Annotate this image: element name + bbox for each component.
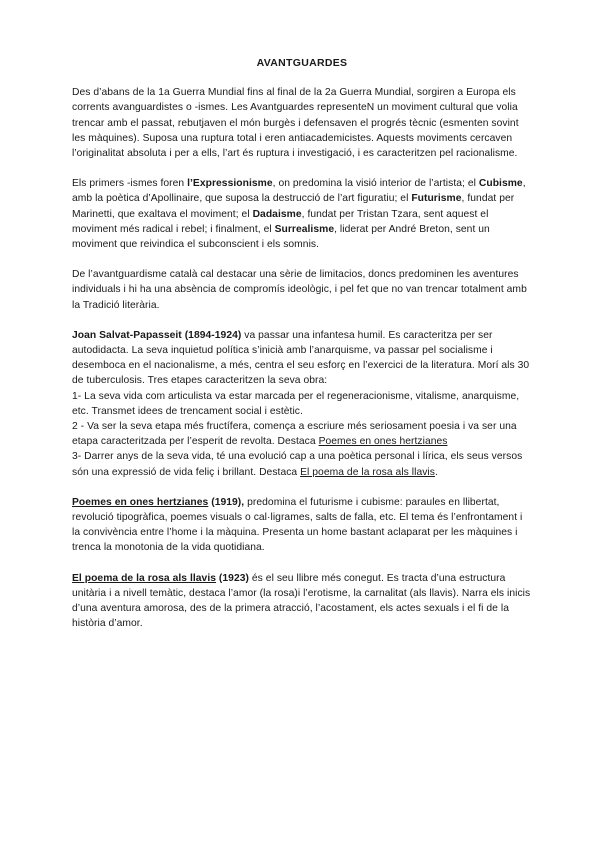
dadaisme-term: Dadaisme (252, 208, 302, 220)
poemes-text: predomina el futurisme i cubisme: paraules en llibertat, revolució tipogràfica, poemes visuals o cal·ligrames, salts de falla, etc. El tema és l’enfrontament i la convivència entre l’home i la màquina. Presenta un home bastant aclaparat per les màquines i trenca la monotonia de la vida quotidiana. (72, 496, 523, 554)
catalan-avantguardisme-paragraph: De l’avantguardisme català cal destacar una sèrie de limitacios, doncs predominen les aventures individuals i hi ha una absència de compromís ideològic, i pel fet que no van trencar totalment amb la Tradició literària. (72, 269, 527, 311)
isms-text-4: , fundat per Marinetti, que exaltava el moviment; el (72, 193, 515, 220)
author-name: Joan Salvat-Papasseit (1894-1924) (72, 329, 242, 341)
stage-2-work-title: Poemes en ones hertzianes (318, 436, 448, 448)
isms-text-3: , amb la poètica d’Apollinaire, que suposa la destrucció de l’art figuratiu; el (72, 178, 526, 205)
isms-text-1: Els primers -ismes foren (72, 178, 188, 190)
rosa-work-title: El poema de la rosa als llavis (72, 572, 217, 584)
stage-1: 1- La seva vida com articulista va estar marcada per el regeneracionisme, vitalisme, anarquisme, etc. Transmet idees de trencament social i estètic. (72, 390, 520, 417)
salvat-papasseit-paragraph (72, 328, 532, 480)
expressionisme-term: l’Expressionisme (187, 178, 273, 190)
stage-2-text: 2 - Va ser la seva etapa més fructífera, comença a escriure més seriosament poesia i va ser una etapa caracteritzada per l’esperit de revolta. Destaca (72, 421, 517, 448)
futurisme-term: Futurisme (411, 193, 462, 205)
poema-rosa-llavis-paragraph (72, 571, 532, 632)
cubisme-term: Cubisme (478, 178, 523, 190)
poemes-year: (1919), (208, 496, 245, 508)
rosa-text: és el seu llibre més conegut. Es tracta d’una estructura unitària i a nivell temàtic, destaca l’amor (la rosa)i l’erotisme, la carnalitat (als llavis). Narra els inicis d’una aventura amorosa, des de la primera atracció, l’acostament, els actes sexuals i el fi de la història d’amor. (72, 572, 531, 630)
surrealisme-term: Surrealisme (274, 223, 335, 235)
stage-3-text: 3- Darrer anys de la seva vida, té una evolució cap a una poètica personal i lírica, els seus versos són una expressió de vida feliç i brillant. Destaca (72, 451, 523, 478)
page-title: AVANTGUARDES (256, 57, 348, 69)
isms-text-2: , on predomina la visió interior de l’artista; el (272, 178, 479, 190)
intro-paragraph: Des d’abans de la 1a Guerra Mundial fins al final de la 2a Guerra Mundial, sorgiren a Europa els corrents avanguardistes o -ismes. Les Avantguardes representeN un moviment cultural que volia trencar amb el passat, rebutjaven el món burgès i defensaven el progrés tècnic (esmenten sovint les màquines). Suposa una ruptura total i eren antiacademicistes. Aquests moviments cercaven l’originalitat absoluta i per a ells, l’art és ruptura i investigació, i es caracteritzen pel racionalisme. (72, 87, 519, 160)
isms-text-5: , fundat per Tristan Tzara, sent aquest el moviment més radical i rebel; i finalment, el (72, 208, 489, 235)
poemes-work-title: Poemes en ones hertzianes (72, 496, 209, 508)
rosa-year: (1923) (216, 572, 249, 584)
isms-paragraph (72, 176, 532, 252)
poemes-ones-hertzianes-paragraph (72, 495, 532, 556)
stage-3-end: . (434, 466, 438, 478)
stage-3 (72, 449, 532, 479)
document-page (72, 56, 532, 647)
stage-2 (72, 419, 532, 449)
author-intro: va passar una infantesa humil. Es caracteritza per ser autodidacta. La seva inquietud política s’inicià amb l’anarquisme, va passar pel socialisme i desemboca en el nacionalisme, a més, centra el seu esforç en l’exercici de la literatura. Morí als 30 de tuberculosis. Tres etapes caracteritzen la seva obra: (72, 329, 530, 387)
stage-3-work-title: El poema de la rosa als llavis (300, 466, 435, 478)
isms-text-6: , liderat per André Breton, sent un moviment que reivindica el subconscient i els somnis. (72, 223, 490, 251)
